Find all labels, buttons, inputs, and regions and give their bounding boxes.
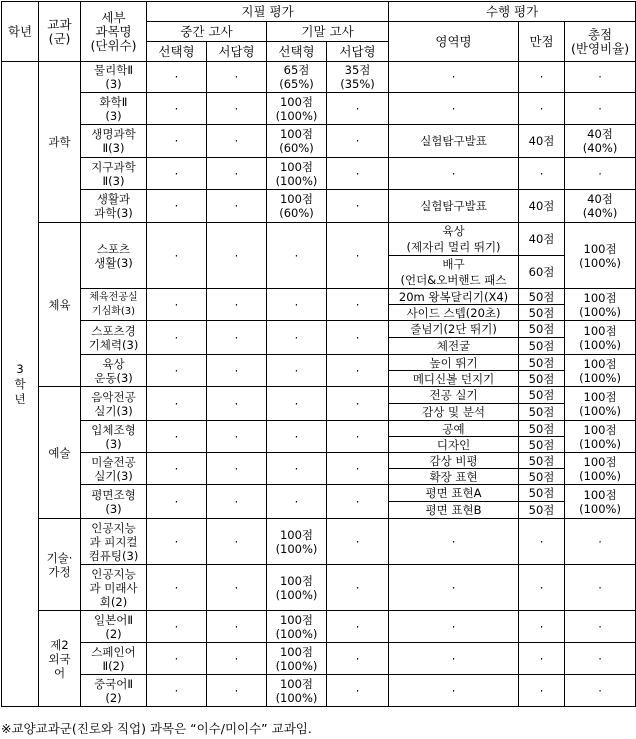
dot-cell: · [207, 93, 267, 125]
full-score-cell: 40점 [519, 223, 565, 256]
full-score-cell: 40점 [519, 125, 565, 158]
full-score-cell: 50점 [519, 502, 565, 519]
dot-cell: · [147, 355, 207, 387]
dot-cell: · [519, 93, 565, 125]
dot-cell: · [267, 421, 327, 453]
dot-cell: · [207, 421, 267, 453]
area-cell: 체전굴 [389, 338, 519, 355]
total-cell: 40점 (40%) [565, 125, 636, 158]
dot-cell: · [327, 355, 389, 387]
header-final-choice: 선택형 [267, 42, 327, 62]
header-final: 기말 고사 [267, 22, 389, 42]
dot-cell: · [519, 62, 565, 93]
subject-cell: 생활과 과학(3) [81, 190, 147, 223]
dot-cell: · [207, 453, 267, 485]
dot-cell: · [389, 611, 519, 643]
dot-cell: · [565, 158, 636, 190]
dot-cell: · [207, 62, 267, 93]
full-score-cell: 50점 [519, 321, 565, 338]
subject-cell: 미술전공 실기(3) [81, 453, 147, 485]
dot-cell: · [207, 158, 267, 190]
dot-cell: · [327, 519, 389, 565]
group-pe: 체육 [39, 223, 81, 387]
dot-cell: · [267, 387, 327, 421]
score-cell: 100점 (100%) [267, 93, 327, 125]
score-cell: 100점 (100%) [267, 158, 327, 190]
dot-cell: · [267, 355, 327, 387]
full-score-cell: 50점 [519, 355, 565, 371]
score-cell: 100점 (100%) [267, 565, 327, 611]
area-cell: 감상 및 분석 [389, 404, 519, 421]
dot-cell: · [327, 125, 389, 158]
full-score-cell: 50점 [519, 437, 565, 453]
area-cell: 높이 뛰기 [389, 355, 519, 371]
dot-cell: · [207, 611, 267, 643]
full-score-cell: 50점 [519, 485, 565, 502]
subject-cell: 스페인어 Ⅱ(2) [81, 643, 147, 675]
subject-cell: 일본어Ⅱ (2) [81, 611, 147, 643]
footnote: ※교양교과군(진로와 직업) 과목은 “이수/미이수” 교과임. [1, 721, 312, 736]
dot-cell: · [207, 387, 267, 421]
dot-cell: · [389, 93, 519, 125]
dot-cell: · [207, 355, 267, 387]
dot-cell: · [519, 519, 565, 565]
total-cell: 100점 (100%) [565, 387, 636, 421]
dot-cell: · [207, 675, 267, 707]
group-arts: 예술 [39, 387, 81, 519]
header-written-eval: 지필 평가 [147, 2, 389, 22]
dot-cell: · [389, 565, 519, 611]
dot-cell: · [565, 519, 636, 565]
header-midterm: 중간 고사 [147, 22, 267, 42]
total-cell: 100점 (100%) [565, 321, 636, 355]
dot-cell: · [147, 190, 207, 223]
dot-cell: · [147, 565, 207, 611]
dot-cell: · [207, 289, 267, 321]
dot-cell: · [565, 62, 636, 93]
subject-cell: 지구과학 Ⅱ(3) [81, 158, 147, 190]
full-score-cell: 60점 [519, 256, 565, 289]
total-cell: 100점 (100%) [565, 223, 636, 289]
area-cell: 확장 표현 [389, 469, 519, 485]
subject-cell: 스포츠 생활(3) [81, 223, 147, 289]
subject-cell: 체육전공실 기심화(3) [81, 289, 147, 321]
assessment-table [1, 1, 636, 707]
dot-cell: · [519, 611, 565, 643]
area-cell: 줄넘기(2단 뛰기) [389, 321, 519, 338]
dot-cell: · [147, 611, 207, 643]
dot-cell: · [207, 485, 267, 519]
dot-cell: · [267, 223, 327, 289]
score-cell: 100점 (60%) [267, 125, 327, 158]
header-grade: 학년 [2, 2, 39, 62]
dot-cell: · [565, 93, 636, 125]
area-cell: 육상 (제자리 멀리 뛰기) [389, 223, 519, 256]
subject-cell: 입체조형 (3) [81, 421, 147, 453]
dot-cell: · [327, 485, 389, 519]
dot-cell: · [147, 387, 207, 421]
dot-cell: · [327, 387, 389, 421]
full-score-cell: 50점 [519, 305, 565, 321]
dot-cell: · [327, 565, 389, 611]
score-cell: 100점 (100%) [267, 675, 327, 707]
dot-cell: · [565, 611, 636, 643]
header-detailed-subject: 세부 과목명 (단위수) [81, 2, 147, 62]
header-area-name: 영역명 [389, 22, 519, 62]
dot-cell: · [147, 62, 207, 93]
score-cell: 35점 (35%) [327, 62, 389, 93]
subject-cell: 인공지능 과 미래사 회(2) [81, 565, 147, 611]
score-cell: 100점 (100%) [267, 643, 327, 675]
subject-cell: 생명과학 Ⅱ(3) [81, 125, 147, 158]
score-cell: 100점 (60%) [267, 190, 327, 223]
dot-cell: · [519, 158, 565, 190]
dot-cell: · [147, 485, 207, 519]
header-performance-eval: 수행 평가 [389, 2, 636, 22]
dot-cell: · [147, 158, 207, 190]
subject-cell: 인공지능 과 피지컬 컴퓨팅(3) [81, 519, 147, 565]
grade-cell: 3 학 년 [2, 62, 39, 707]
dot-cell: · [147, 125, 207, 158]
score-cell: 100점 (100%) [267, 611, 327, 643]
subject-cell: 물리학Ⅱ (3) [81, 62, 147, 93]
dot-cell: · [389, 675, 519, 707]
dot-cell: · [207, 190, 267, 223]
full-score-cell: 50점 [519, 453, 565, 469]
total-cell: 100점 (100%) [565, 289, 636, 321]
area-cell: 감상 비평 [389, 453, 519, 469]
dot-cell: · [147, 519, 207, 565]
area-cell: 실험탐구발표 [389, 190, 519, 223]
dot-cell: · [147, 643, 207, 675]
full-score-cell: 50점 [519, 338, 565, 355]
dot-cell: · [327, 93, 389, 125]
full-score-cell: 50점 [519, 289, 565, 305]
full-score-cell: 50점 [519, 404, 565, 421]
dot-cell: · [565, 643, 636, 675]
header-subject-group: 교과 (군) [39, 2, 81, 62]
header-mid-essay: 서답형 [207, 42, 267, 62]
dot-cell: · [207, 321, 267, 355]
dot-cell: · [147, 289, 207, 321]
area-cell: 메디신볼 던지기 [389, 371, 519, 387]
group-science: 과학 [39, 62, 81, 223]
dot-cell: · [327, 321, 389, 355]
dot-cell: · [207, 125, 267, 158]
header-full-score: 만점 [519, 22, 565, 62]
dot-cell: · [519, 643, 565, 675]
dot-cell: · [207, 519, 267, 565]
area-cell: 평면 표현B [389, 502, 519, 519]
area-cell: 20m 왕복달리기(X4) [389, 289, 519, 305]
dot-cell: · [565, 675, 636, 707]
total-cell: 40점 (40%) [565, 190, 636, 223]
subject-cell: 육상 운동(3) [81, 355, 147, 387]
subject-cell: 중국어Ⅱ (2) [81, 675, 147, 707]
full-score-cell: 40점 [519, 190, 565, 223]
dot-cell: · [327, 643, 389, 675]
dot-cell: · [207, 643, 267, 675]
area-cell: 평면 표현A [389, 485, 519, 502]
dot-cell: · [327, 289, 389, 321]
dot-cell: · [327, 190, 389, 223]
dot-cell: · [267, 289, 327, 321]
dot-cell: · [519, 565, 565, 611]
dot-cell: · [147, 675, 207, 707]
dot-cell: · [389, 158, 519, 190]
dot-cell: · [565, 565, 636, 611]
dot-cell: · [207, 223, 267, 289]
dot-cell: · [267, 453, 327, 485]
dot-cell: · [147, 321, 207, 355]
dot-cell: · [327, 675, 389, 707]
score-cell: 100점 (100%) [267, 519, 327, 565]
dot-cell: · [207, 565, 267, 611]
dot-cell: · [327, 421, 389, 453]
dot-cell: · [327, 611, 389, 643]
subject-cell: 평면조형 (3) [81, 485, 147, 519]
area-cell: 전공 실기 [389, 387, 519, 404]
group-tech-home: 기술· 가정 [39, 519, 81, 611]
score-cell: 65점 (65%) [267, 62, 327, 93]
dot-cell: · [147, 223, 207, 289]
area-cell: 디자인 [389, 437, 519, 453]
header-mid-choice: 선택형 [147, 42, 207, 62]
header-total: 총점 (반영비율) [565, 22, 636, 62]
total-cell: 100점 (100%) [565, 355, 636, 387]
total-cell: 100점 (100%) [565, 453, 636, 485]
dot-cell: · [147, 453, 207, 485]
subject-cell: 음악전공 실기(3) [81, 387, 147, 421]
area-cell: 공예 [389, 421, 519, 437]
full-score-cell: 50점 [519, 387, 565, 404]
dot-cell: · [519, 675, 565, 707]
header-final-essay: 서답형 [327, 42, 389, 62]
dot-cell: · [327, 158, 389, 190]
group-foreign-language: 제2 외국 어 [39, 611, 81, 707]
dot-cell: · [389, 519, 519, 565]
full-score-cell: 50점 [519, 469, 565, 485]
area-cell: 실험탐구발표 [389, 125, 519, 158]
dot-cell: · [389, 643, 519, 675]
dot-cell: · [147, 421, 207, 453]
total-cell: 100점 (100%) [565, 421, 636, 453]
dot-cell: · [267, 485, 327, 519]
subject-cell: 화학Ⅱ (3) [81, 93, 147, 125]
dot-cell: · [147, 93, 207, 125]
subject-cell: 스포츠경 기체력(3) [81, 321, 147, 355]
dot-cell: · [327, 223, 389, 289]
full-score-cell: 50점 [519, 371, 565, 387]
dot-cell: · [389, 62, 519, 93]
dot-cell: · [327, 453, 389, 485]
total-cell: 100점 (100%) [565, 485, 636, 519]
area-cell: 사이드 스텝(20초) [389, 305, 519, 321]
full-score-cell: 50점 [519, 421, 565, 437]
area-cell: 배구 (언더&오버핸드 패스 [389, 256, 519, 289]
dot-cell: · [267, 321, 327, 355]
